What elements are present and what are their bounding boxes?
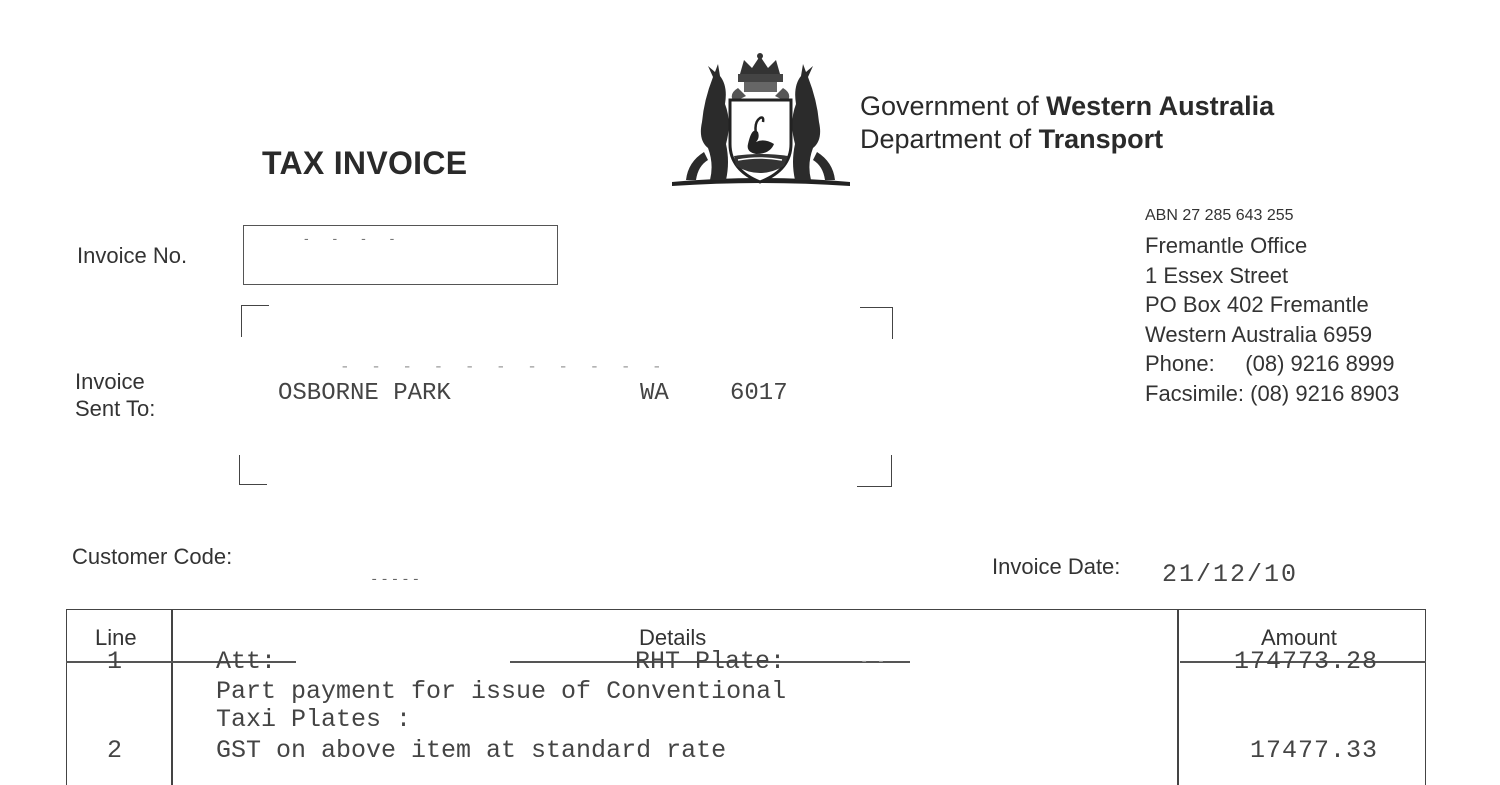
sent-to-label-line2: Sent To: [75, 396, 156, 421]
table-row-1-details: Att: [216, 647, 277, 676]
table-row-1-amount: 174773.28 [1234, 647, 1379, 676]
address-suburb: OSBORNE PARK [278, 380, 451, 407]
table-row-2-line: 2 [107, 736, 123, 765]
invoice-title: TAX INVOICE [262, 145, 468, 181]
government-state: Western Australia [1046, 91, 1275, 121]
invoice-sent-to-label [75, 368, 155, 422]
table-row-1-plate: RHT Plate: [635, 647, 786, 676]
government-line [860, 90, 1274, 123]
invoice-number-field [243, 225, 558, 285]
address-corner-bottom-left [239, 455, 267, 485]
column-divider-amount [1177, 610, 1179, 785]
table-row-1-description: Part payment for issue of Conventional [216, 677, 787, 706]
address-corner-top-right [860, 307, 893, 339]
address-corner-bottom-right [857, 455, 892, 487]
header-details: Details [639, 625, 707, 650]
office-po-box: PO Box 402 Fremantle [1145, 292, 1369, 317]
address-street-redacted: - - - - - - - - - - - [340, 358, 668, 376]
customer-code-value: ----- [370, 572, 423, 588]
table-row-2-amount: 17477.33 [1250, 736, 1379, 765]
address-corner-top-left [241, 305, 269, 337]
office-phone: Phone: (08) 9216 8999 [1145, 351, 1395, 376]
office-street: 1 Essex Street [1145, 262, 1289, 288]
invoice-date-value: 21/12/10 [1162, 560, 1299, 589]
table-row-1-line: 1 [107, 647, 123, 676]
government-prefix: Government of [860, 91, 1047, 121]
office-name: Fremantle Office [1145, 233, 1308, 258]
address-postcode: 6017 [730, 380, 788, 407]
department-prefix: Department of [860, 124, 1039, 154]
government-heading [860, 90, 1274, 156]
office-fax: Facsimile: (08) 9216 8903 [1145, 380, 1400, 406]
table-row-1-plate-number: - - [860, 654, 886, 670]
invoice-number-label: Invoice No. [77, 243, 188, 268]
column-divider-line [171, 610, 173, 785]
header-amount: Amount [1261, 625, 1337, 650]
invoice-date-label: Invoice Date: [992, 554, 1121, 579]
table-row-2-details: GST on above item at standard rate [216, 736, 727, 765]
department-line [860, 123, 1274, 156]
customer-code-label: Customer Code: [72, 544, 233, 569]
invoice-number-value: - - - - [304, 230, 405, 246]
address-state: WA [640, 380, 669, 407]
office-contact-block [1145, 205, 1399, 408]
office-state-postcode: Western Australia 6959 [1145, 321, 1373, 347]
wa-coat-of-arms-icon [668, 52, 853, 194]
sent-to-label-line1: Invoice [75, 369, 145, 394]
department-name: Transport [1038, 124, 1164, 154]
header-line: Line [95, 625, 137, 650]
abn-number: ABN 27 285 643 255 [1145, 207, 1294, 224]
table-row-1-description-cont: Taxi Plates : [216, 705, 412, 734]
